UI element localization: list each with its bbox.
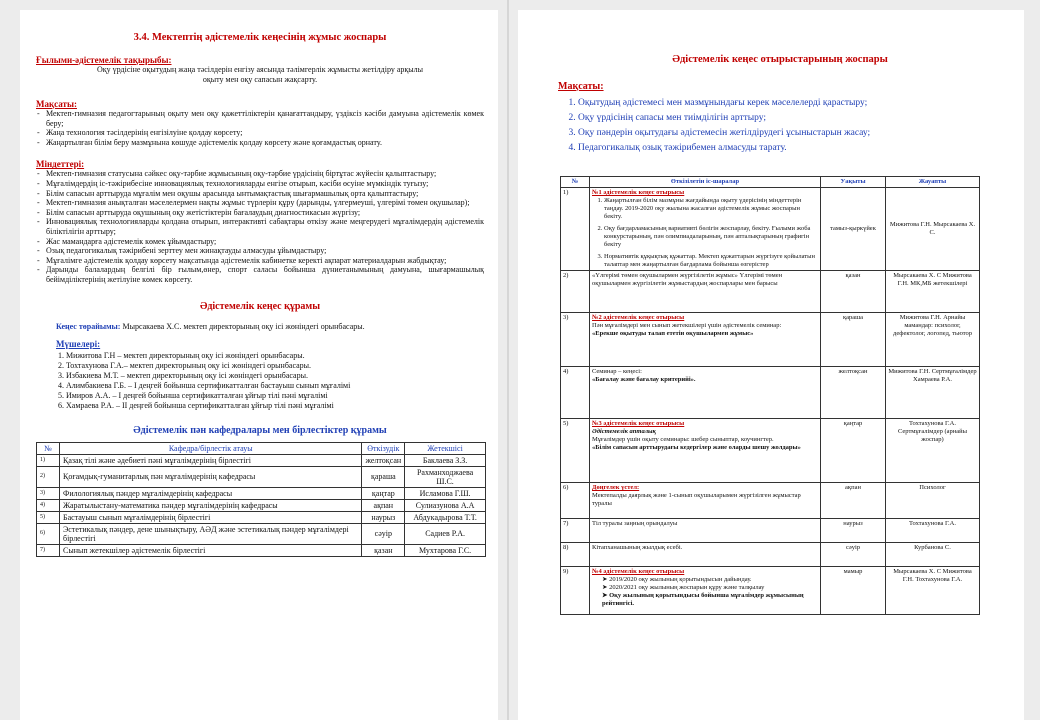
list-item: 3. Оқу пәндерін оқытудағы әдістемесін жетілдірудегі ұсыныстарын жасау;: [578, 126, 1002, 141]
list-item: 4. Алимбакиева Г.Б. – I деңгей бойынша сертификатталған бастауыш сынып мұғалімі: [66, 381, 484, 391]
cell-responsible: Мижитова Г.Н. Сертмұғалімдер Хамраева Р.А.: [886, 367, 980, 419]
cell-month: қараша: [362, 466, 405, 487]
cell-activity: [590, 483, 821, 519]
list-item: - Мектеп-гимназия статусына сәйкес оқу-тәрбие жұмысының оқу-тәрбие үрдісінің біртұтас жүйесін қалыптастыру;: [46, 169, 484, 179]
list-item: 4. Педагогикалық озық тәжірибемен алмасуды тарату.: [578, 141, 1002, 156]
cell-number: 3): [561, 313, 590, 367]
cell-head: Исламова Г.Ш.: [405, 487, 486, 499]
list-item: 1. Оқытудың әдістемесі мен мазмұнындағы керек мәселелерді қарастыру;: [578, 96, 1002, 111]
col-header: Кафедра/бірлестік атауы: [60, 442, 362, 454]
list-item: - Білім сапасын арттыруда мұғалім мен оқушы арасында ынтымақтастық шығармашылық орта қалыптастыру;: [46, 189, 484, 199]
list-item: 3. Нормативтік құқықтық құжаттар. Мектеп құжаттарын жүргізуге қойылатын талаптар мен жаңартылған бағдарлама бойынша өзгерістер: [604, 253, 818, 269]
cell-number: 3): [37, 487, 60, 499]
col-header: Жауапты: [886, 177, 980, 188]
cell-time: қаңтар: [821, 419, 886, 483]
cell-number: 8): [561, 543, 590, 567]
row-text: Пән мұғалімдері мен сынып жетекшілері үшін әдістемелік семинар:: [592, 322, 782, 329]
table-row: [37, 466, 486, 487]
col-header: Өткізудік: [362, 442, 405, 454]
council-chair: [56, 322, 484, 331]
table-row: [37, 499, 486, 511]
plan-table: [560, 176, 980, 615]
cell-number: 7): [561, 519, 590, 543]
cell-time: тамыз-қыркүйек: [821, 188, 886, 271]
col-header: №: [37, 442, 60, 454]
cell-time: сәуір: [821, 543, 886, 567]
list-item: - Инновациялық технологияларды қолдана отырып, интерактивті сабақтары өткізу және меңгерудегі мұғалімдердің әдістемелік біліктілігін арттыру;: [46, 217, 484, 236]
cell-name: Сынып жетекшілер әдістемелік бірлестігі: [60, 544, 362, 556]
cell-activity: [590, 367, 821, 419]
left-page-title: 3.4. Мектептің әдістемелік кеңесінің жұмыс жоспары: [133, 32, 387, 43]
table-header: [561, 177, 980, 188]
members-label: Мүшелері:: [56, 338, 101, 349]
members-list: [36, 351, 484, 411]
cell-name: Қоғамдық-гуманитарлық пән мұғалімдерінің кафедрасы: [60, 466, 362, 487]
dept-table: [36, 442, 486, 557]
list-item: - Мұғалімге әдістемелік қолдау көрсету мақсатында әдістемелік кабинетке керекті ақпарат материалдарын жабдықтау;: [46, 256, 484, 266]
cell-responsible: Курбанова С.: [886, 543, 980, 567]
theme-text: Оқу үрдісіне оқытудың жаңа тәсілдерін енгізу аясында тәлімгерлік жұмысты жетілдіру арқылы оқыту мен оқу сапасын жақсарту.: [96, 65, 424, 84]
list-item: 2. Оқу үрдісінің сапасы мен тиімділігін арттыру;: [578, 111, 1002, 126]
list-item: - Білім сапасын арттыруда оқушының оқу жетістіктерін бағалаудың диагностикасын жүргізу;: [46, 208, 484, 218]
col-header: Уақыты: [821, 177, 886, 188]
col-header: Жетекшісі: [405, 442, 486, 454]
cell-month: ақпан: [362, 499, 405, 511]
goals-label: Мақсаты:: [36, 99, 77, 109]
table-header: [37, 442, 486, 454]
cell-number: 4): [37, 499, 60, 511]
list-item: ➤ 2019/2020 оқу жылының қорытындысын дайындау.: [602, 576, 818, 584]
cell-responsible: Мырсакаева Х. С Мижитова Г.Н. МК,МБ жетекшілері: [886, 271, 980, 313]
table-row: [37, 523, 486, 544]
goals-list: [36, 109, 484, 147]
row-italic-text: Әдістемелік апталық: [592, 428, 656, 435]
cell-number: 2): [561, 271, 590, 313]
cell-responsible: Тохтахунова Г.А.: [886, 519, 980, 543]
cell-name: Қазақ тілі және әдебиеті пәні мұғалімдерінің бірлестігі: [60, 454, 362, 466]
row-bold-text: «Ерекше оқытуды талап ететін оқушылармен жұмыс»: [592, 330, 754, 337]
table-row: [561, 519, 980, 543]
plan-goals-label: Мақсаты:: [558, 81, 604, 92]
list-item: 1. Жаңартылған білім мазмұны жағдайында оқыту үдерісінің міндеттерін таңдау. 2019-2020 оқу жылына жасалған әдістемелік жұмыс жоспарын бекіту.: [604, 197, 818, 221]
cell-head: Абдукадырова Т.Т.: [405, 511, 486, 523]
cell-head: Баклаева З.З.: [405, 454, 486, 466]
page-divider: [507, 0, 509, 720]
chair-text: Мырсакаева Х.С. мектеп директорының оқу ісі жөніндегі орынбасары.: [122, 321, 365, 331]
cell-activity: Тіл туралы заңның орындалуы: [590, 519, 821, 543]
dept-title: Әдістемелік пән кафедралары мен бірлестіктер құрамы: [133, 424, 387, 436]
left-page: [20, 10, 498, 720]
row-heading: Дөңгелек үстел:: [592, 484, 640, 491]
cell-activity: Кітапханашының жылдық есебі.: [590, 543, 821, 567]
cell-activity: [590, 567, 821, 615]
cell-activity: [590, 419, 821, 483]
cell-responsible: Психолог: [886, 483, 980, 519]
chair-label: Кеңес төрайымы:: [56, 321, 121, 331]
cell-number: 6): [561, 483, 590, 519]
row-text: Мұғалімдер үшін оқыту семинары: шебер сыныптар, коучингтер.: [592, 436, 774, 443]
cell-number: 2): [37, 466, 60, 487]
row-text: Семинар – кеңесі:: [592, 368, 642, 375]
right-page-title: Әдістемелік кеңес отырыстарының жоспары: [672, 54, 888, 65]
cell-time: мамыр: [821, 567, 886, 615]
list-item: - Жас мамандарға әдістемелік көмек ұйымдастыру;: [46, 237, 484, 247]
cell-head: Сулиазунова А.А: [405, 499, 486, 511]
row-heading: №2 әдістемелік кеңес отырысы: [592, 314, 685, 321]
list-item: - Жаңа технология тәсілдерінің енгізілуіне қолдау көрсету;: [46, 128, 484, 138]
cell-activity: [590, 188, 821, 271]
cell-name: Филологиялық пәндер мұғалімдерінің кафедрасы: [60, 487, 362, 499]
cell-head: Рахманходжаева Ш.С.: [405, 466, 486, 487]
list-item: - Дарынды балалардың белгілі бір ғылым,өнер, спорт саласы бойынша дүниетанымының дамуына, шығармашылық бейімділіктерінің жетілуіне көмек көрсету.: [46, 265, 484, 284]
table-row: [561, 367, 980, 419]
list-item: 2. Тохтахунова Г.А.– мектеп директорының оқу ісі жөніндегі орынбасары.: [66, 361, 484, 371]
cell-number: 9): [561, 567, 590, 615]
list-item: - Мектеп-гимназия педагогтарының оқыту мен оқу қажеттіліктерін қанағаттандыру, үздіксіз кәсіби дамуына әдістемелік көмек беру;: [46, 109, 484, 128]
table-row: [561, 188, 980, 271]
cell-responsible: Мырсакаева Х. С Мижитова Г.Н. Тохтахунова Г.А.: [886, 567, 980, 615]
cell-head: Садиев Р.А.: [405, 523, 486, 544]
table-row: [37, 454, 486, 466]
plan-goals-list: [558, 96, 1002, 156]
list-item: - Озық педагогикалық тәжірибені зерттеу мен жинақтауды алмасуды ұйымдастыру;: [46, 246, 484, 256]
cell-number: 1): [37, 454, 60, 466]
row-bold-text: «Білім сапасын арттырудағы кедергілер және оларды шешу жолдары»: [592, 444, 801, 451]
cell-number: 4): [561, 367, 590, 419]
cell-month: желтоқсан: [362, 454, 405, 466]
cell-responsible: Мижитова Г.Н. Арнайы мамандар: психолог, дефектолог, логопед, тьютор: [886, 313, 980, 367]
table-row: [37, 487, 486, 499]
list-item: - Мектеп-гимназия анықталған мәселелермен нақты жұмыс түрлерін құру (дарынды, үлгермеуші, үлгерімі төмен оқушылар);: [46, 198, 484, 208]
table-row: [561, 419, 980, 483]
col-header: Өткізілетін іс-шаралар: [590, 177, 821, 188]
theme-label: Ғылыми-әдістемелік тақырыбы:: [36, 55, 172, 65]
cell-time: ақпан: [821, 483, 886, 519]
list-item: - Жаңартылған білім беру мазмұнына көшуде әдістемелік қолдау көрсету және қоғамдастық орнату.: [46, 138, 484, 148]
cell-number: 5): [37, 511, 60, 523]
cell-name: Эстетикалық пәндер, дене шынықтыру, АӘД және эстетикалық пәндер мұғалімдері бірлестігі: [60, 523, 362, 544]
cell-number: 5): [561, 419, 590, 483]
cell-month: қаңтар: [362, 487, 405, 499]
list-item: 2. Оқу бағдарламасының вариативті бөлігін жоспарлау, бекіту. Ғылыми жоба конкурстарының, пән олимпиадаларының, пән апталықтарының графигін бекіту: [604, 225, 818, 249]
cell-responsible: Мижитова Г.Н. Мырсакаева Х. С.: [886, 188, 980, 271]
list-item: 6. Хамраева Р.А. – II деңгей бойынша сертификатталған ұйғыр тілі пәні мұғалімі: [66, 401, 484, 411]
cell-month: наурыз: [362, 511, 405, 523]
cell-time: қазан: [821, 271, 886, 313]
cell-responsible: Тохтахунова Г.А. Сертмұғалімдер (арнайы жоспар): [886, 419, 980, 483]
list-item: 3. Избакиева М.Т. – мектеп директорының оқу ісі жөніндегі орынбасары.: [66, 371, 484, 381]
table-row: [561, 483, 980, 519]
list-item: ➤ 2020/2021 оқу жылының жоспарын құру және талқылау: [602, 584, 818, 592]
list-item: ➤ Оқу жылының қорытындысы бойынша мұғалімдер жұмысының рейтингісі.: [602, 592, 818, 608]
table-row: [37, 544, 486, 556]
cell-head: Мухтарова Г.С.: [405, 544, 486, 556]
cell-time: наурыз: [821, 519, 886, 543]
cell-name: Бастауыш сынып мұғалімдерінің бірлестігі: [60, 511, 362, 523]
cell-month: сәуір: [362, 523, 405, 544]
tasks-list: [36, 169, 484, 284]
cell-month: қазан: [362, 544, 405, 556]
table-row: [561, 313, 980, 367]
row-heading: №1 әдістемелік кеңес отырысы: [592, 189, 685, 196]
cell-time: қараша: [821, 313, 886, 367]
cell-time: желтоқсан: [821, 367, 886, 419]
table-row: [561, 567, 980, 615]
cell-number: 1): [561, 188, 590, 271]
list-item: 1. Мижитова Г.Н – мектеп директорының оқу ісі жөніндегі орынбасары.: [66, 351, 484, 361]
council-title: Әдістемелік кеңес құрамы: [199, 300, 321, 312]
cell-number: 6): [37, 523, 60, 544]
tasks-label: Міндеттері:: [36, 159, 85, 170]
table-row: [37, 511, 486, 523]
row-text: Мектепалды даярлық және 1-сынып оқушыларымен жүргізілген жұмыстар туралы: [592, 492, 801, 507]
right-page: [518, 10, 1024, 720]
row-heading: №3 әдістемелік кеңес отырысы: [592, 420, 685, 427]
col-header: №: [561, 177, 590, 188]
table-row: [561, 271, 980, 313]
cell-activity: [590, 313, 821, 367]
list-item: 5. Имиров А.А. – I деңгей бойынша сертификатталған ұйғыр тілі пәні мұғалімі: [66, 391, 484, 401]
list-item: - Мұғалімдердің іс-тәжірибесіне инновациялық технологияларды енгізе отырып, кәсіби өсуіне мүмкіндік туғызу;: [46, 179, 484, 189]
cell-name: Жаратылыстану-математика пәндер мұғалімдерінің кафедрасы: [60, 499, 362, 511]
table-row: [561, 543, 980, 567]
row-bold-text: «Бағалау және бағалау критерийі».: [592, 376, 696, 383]
row-heading: №4 әдістемелік кеңес отырысы: [592, 568, 685, 575]
cell-activity: «Үлгерімі төмен оқушылармен жүргізілетін жұмыс» Үлгерімі төмен оқушылармен жүргізілетін жұмыстардың жоспарлары мен барысы: [590, 271, 821, 313]
cell-number: 7): [37, 544, 60, 556]
